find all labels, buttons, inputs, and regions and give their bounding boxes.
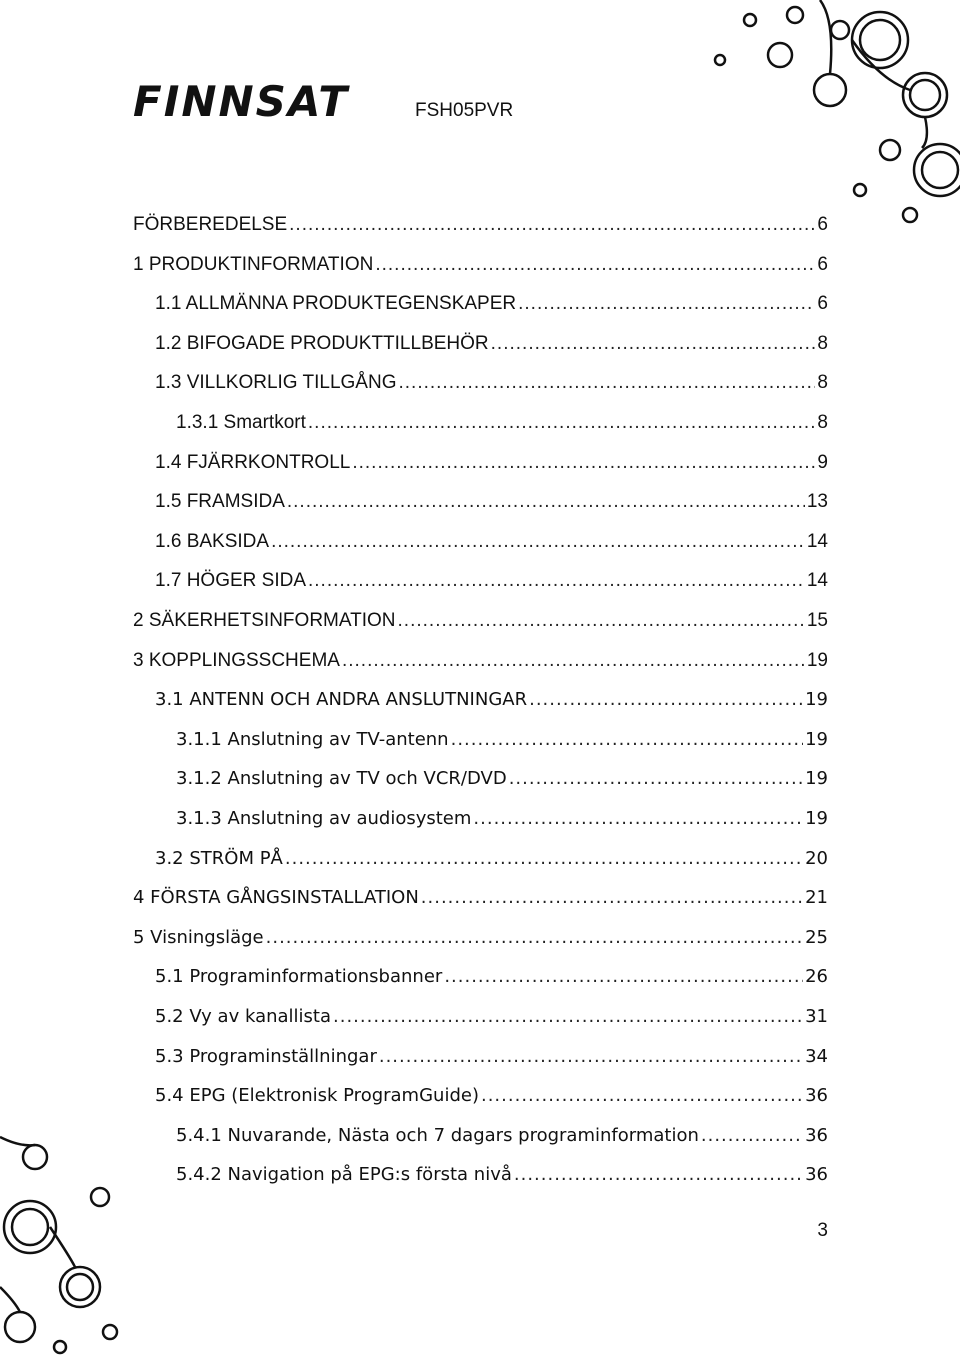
toc-entry[interactable] xyxy=(133,606,828,636)
toc-leader-dots xyxy=(352,448,815,478)
toc-entry-page: 36 xyxy=(805,1164,828,1186)
toc-entry[interactable] xyxy=(133,408,828,438)
toc-leader-dots xyxy=(379,1042,803,1072)
toc-entry[interactable] xyxy=(133,804,828,834)
toc-entry[interactable] xyxy=(133,487,828,517)
toc-leader-dots xyxy=(398,606,805,636)
toc-entry-page: 21 xyxy=(805,887,828,909)
toc-leader-dots xyxy=(342,646,805,676)
toc-entry-page: 36 xyxy=(805,1085,828,1107)
toc-entry-label: 1.6 BAKSIDA xyxy=(155,530,270,552)
toc-entry-label: 3.2 STRÖM PÅ xyxy=(155,847,283,869)
toc-entry[interactable] xyxy=(133,1002,828,1032)
toc-entry[interactable] xyxy=(133,289,828,319)
toc-entry-page: 36 xyxy=(805,1124,828,1146)
toc-entry-page: 19 xyxy=(805,689,828,711)
toc-entry-page: 13 xyxy=(806,491,828,513)
toc-entry[interactable] xyxy=(133,844,828,874)
toc-entry-label: 5.1 Programinformationsbanner xyxy=(155,966,443,988)
toc-entry-label: 5.4.2 Navigation på EPG:s första nivå xyxy=(176,1164,512,1186)
toc-entry-page: 19 xyxy=(806,649,828,671)
toc-entry-label: 3 KOPPLINGSSCHEMA xyxy=(133,649,340,671)
model-number: FSH05PVR xyxy=(415,100,514,121)
toc-entry[interactable] xyxy=(133,646,828,676)
toc-entry-label: 1.2 BIFOGADE PRODUKTTILLBEHÖR xyxy=(155,332,489,354)
toc-leader-dots xyxy=(473,804,803,834)
toc-entry-page: 26 xyxy=(805,966,828,988)
toc-entry-page: 34 xyxy=(805,1045,828,1067)
toc-leader-dots xyxy=(518,289,815,319)
toc-entry[interactable] xyxy=(133,1160,828,1190)
toc-leader-dots xyxy=(421,883,803,913)
toc-leader-dots xyxy=(701,1121,803,1151)
page-number: 3 xyxy=(817,1220,828,1241)
toc-leader-dots xyxy=(529,685,803,715)
toc-entry-label: FÖRBEREDELSE xyxy=(133,214,288,235)
toc-leader-dots xyxy=(491,329,816,359)
toc-entry-page: 15 xyxy=(806,610,828,631)
toc-leader-dots xyxy=(266,923,803,953)
toc-entry[interactable] xyxy=(133,962,828,992)
toc-entry-label: 5.4 EPG (Elektronisk ProgramGuide) xyxy=(155,1085,479,1107)
toc-entry[interactable] xyxy=(133,210,828,240)
toc-entry-label: 1.1 ALLMÄNNA PRODUKTEGENSKAPER xyxy=(155,293,517,315)
toc-entry[interactable] xyxy=(133,883,828,913)
toc-leader-dots xyxy=(271,527,805,557)
toc-entry-page: 20 xyxy=(805,847,828,869)
toc-entry[interactable] xyxy=(133,685,828,715)
toc-entry-page: 8 xyxy=(817,412,828,433)
toc-entry-page: 25 xyxy=(805,926,828,948)
toc-entry-page: 31 xyxy=(805,1006,828,1027)
toc-leader-dots xyxy=(287,487,805,517)
toc-entry[interactable] xyxy=(133,329,828,359)
toc-entry-label: 3.1 ANTENN OCH ANDRA ANSLUTNINGAR xyxy=(155,689,528,711)
toc-leader-dots xyxy=(398,368,815,398)
toc-entry-page: 9 xyxy=(817,451,828,473)
toc-leader-dots xyxy=(285,844,803,874)
toc-entry-page: 6 xyxy=(817,214,828,235)
decorative-circles-bottom-left xyxy=(0,1117,135,1357)
toc-entry[interactable] xyxy=(133,1121,828,1151)
brand-logo: FINNSAT xyxy=(133,77,350,126)
toc-entry-label: 2 SÄKERHETSINFORMATION xyxy=(133,610,396,631)
toc-entry-page: 19 xyxy=(805,768,828,790)
toc-entry-label: 1 PRODUKTINFORMATION xyxy=(133,253,374,275)
toc-entry-label: 5.3 Programinställningar xyxy=(155,1045,377,1067)
toc-entry-page: 6 xyxy=(817,293,828,315)
decorative-circles-top-right xyxy=(580,0,960,240)
toc-leader-dots xyxy=(289,210,815,240)
toc-leader-dots xyxy=(509,764,803,794)
toc-leader-dots xyxy=(308,408,816,438)
toc-entry-page: 19 xyxy=(805,728,828,750)
toc-entry-label: 5 Visningsläge xyxy=(133,926,264,948)
toc-entry-label: 3.1.3 Anslutning av audiosystem xyxy=(176,808,472,829)
toc-entry[interactable] xyxy=(133,250,828,280)
toc-leader-dots xyxy=(444,962,803,992)
toc-leader-dots xyxy=(451,725,804,755)
toc-entry-label: 5.2 Vy av kanallista xyxy=(155,1006,332,1027)
toc-entry-label: 4 FÖRSTA GÅNGSINSTALLATION xyxy=(133,887,419,909)
toc-entry-page: 6 xyxy=(817,253,828,275)
toc-leader-dots xyxy=(375,250,815,280)
toc-entry-page: 14 xyxy=(806,530,828,552)
toc-leader-dots xyxy=(308,566,805,596)
toc-entry[interactable] xyxy=(133,923,828,953)
toc-entry-label: 5.4.1 Nuvarande, Nästa och 7 dagars programinformation xyxy=(176,1124,699,1146)
toc-entry[interactable] xyxy=(133,368,828,398)
toc-entry-label: 1.5 FRAMSIDA xyxy=(155,491,285,513)
toc-entry[interactable] xyxy=(133,448,828,478)
toc-entry-page: 19 xyxy=(805,808,828,829)
toc-leader-dots xyxy=(481,1081,803,1111)
toc-entry[interactable] xyxy=(133,527,828,557)
toc-entry-label: 1.7 HÖGER SIDA xyxy=(155,570,306,592)
toc-entry[interactable] xyxy=(133,764,828,794)
toc-leader-dots xyxy=(514,1160,803,1190)
toc-entry[interactable] xyxy=(133,1081,828,1111)
toc-leader-dots xyxy=(333,1002,803,1032)
toc-entry-label: 1.3.1 Smartkort xyxy=(176,412,306,433)
toc-entry-label: 3.1.1 Anslutning av TV-antenn xyxy=(176,728,449,750)
toc-entry[interactable] xyxy=(133,566,828,596)
toc-entry-page: 14 xyxy=(806,570,828,592)
toc-entry-label: 1.4 FJÄRRKONTROLL xyxy=(155,451,351,473)
toc-entry[interactable] xyxy=(133,1042,828,1072)
toc-entry-page: 8 xyxy=(817,372,828,394)
toc-entry-page: 8 xyxy=(817,332,828,354)
toc-entry-label: 1.3 VILLKORLIG TILLGÅNG xyxy=(155,372,397,394)
toc-entry[interactable] xyxy=(133,725,828,755)
toc-entry-label: 3.1.2 Anslutning av TV och VCR/DVD xyxy=(176,768,507,790)
